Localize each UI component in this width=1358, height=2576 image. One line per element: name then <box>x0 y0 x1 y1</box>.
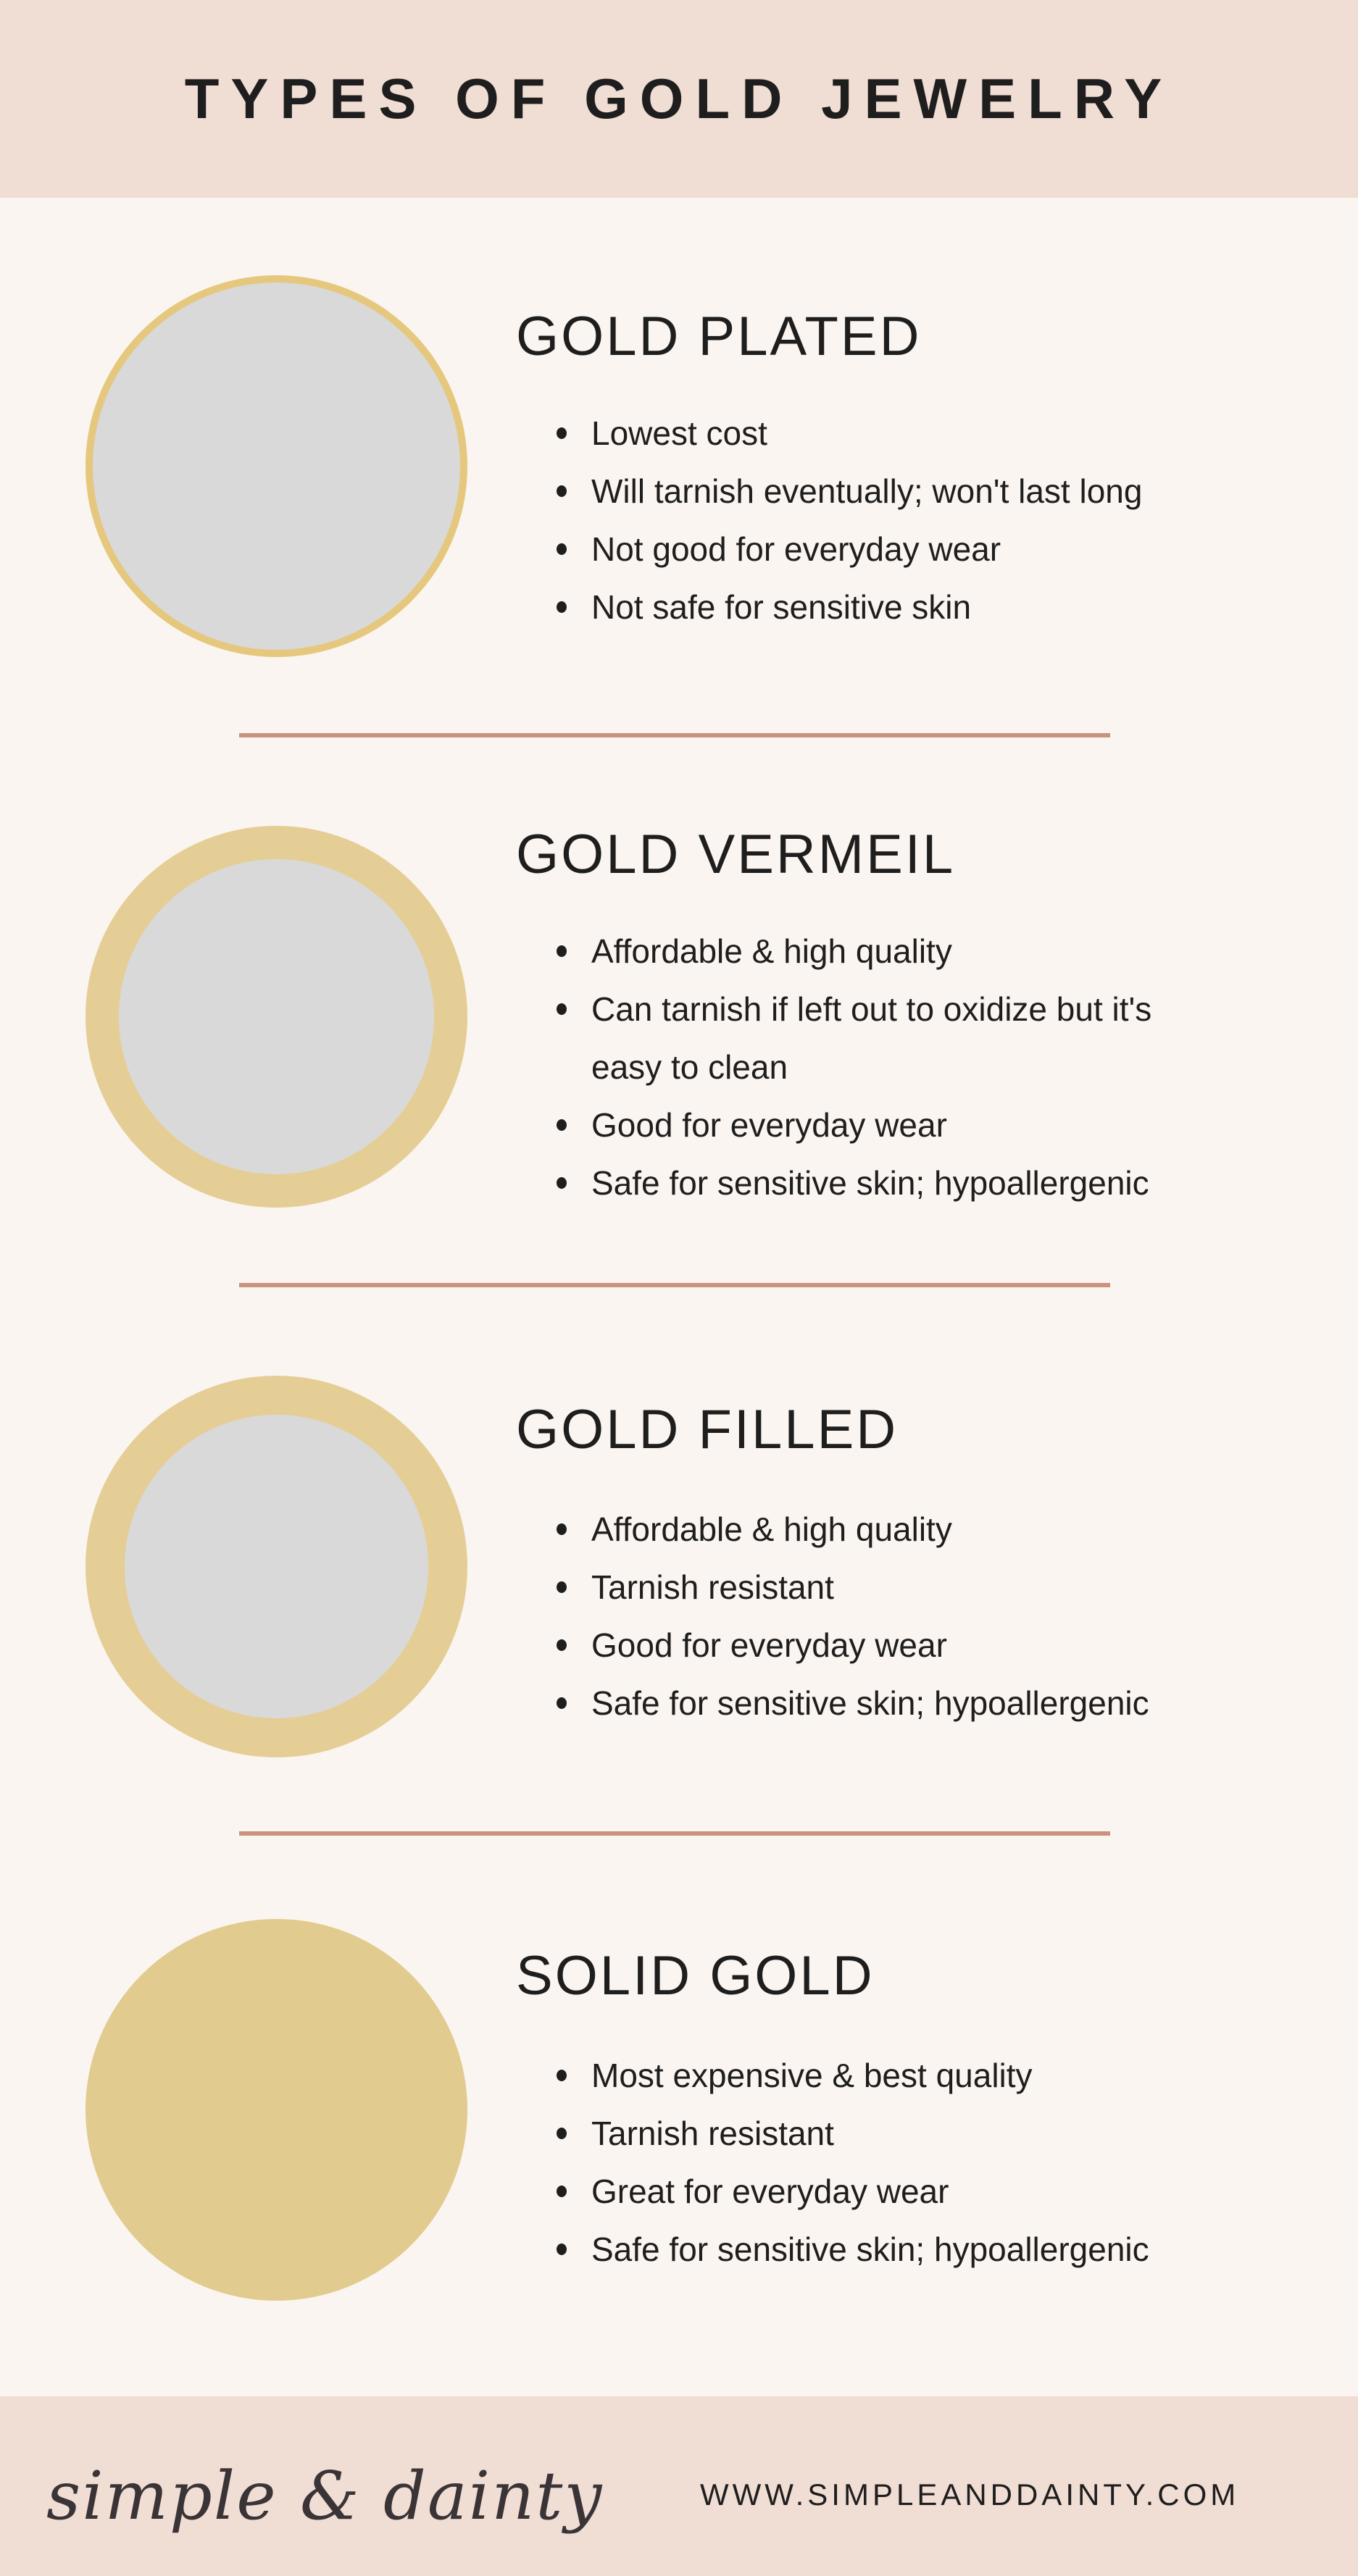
bullet-item: Safe for sensitive skin; hypoallergenic <box>516 2220 1212 2278</box>
bullet-item: Not safe for sensitive skin <box>516 578 1212 636</box>
bullet-item: Great for everyday wear <box>516 2162 1212 2220</box>
gold-filled-bullets <box>516 1500 1212 1732</box>
gold-plated-circle <box>86 275 467 657</box>
gold-filled-circle <box>86 1376 467 1757</box>
page-title: TYPES OF GOLD JEWELRY <box>184 67 1174 130</box>
gold-vermeil-bullets <box>516 922 1212 1212</box>
gold-plated-heading: GOLD PLATED <box>516 306 922 367</box>
bullet-item: Not good for everyday wear <box>516 520 1212 578</box>
gold-plated-bullets <box>516 404 1212 636</box>
section-divider <box>239 1283 1110 1287</box>
bullet-item: Most expensive & best quality <box>516 2046 1212 2104</box>
solid-gold-heading: SOLID GOLD <box>516 1945 875 2007</box>
section-divider <box>239 1831 1110 1836</box>
gold-vermeil-heading: GOLD VERMEIL <box>516 824 956 885</box>
bullet-item: Safe for sensitive skin; hypoallergenic <box>516 1154 1212 1212</box>
header-band <box>0 0 1358 198</box>
solid-gold-bullets <box>516 2046 1212 2278</box>
bullet-item: Affordable & high quality <box>516 1500 1212 1558</box>
bullet-item: Lowest cost <box>516 404 1212 462</box>
bullet-item: Affordable & high quality <box>516 922 1212 980</box>
gold-vermeil-circle <box>86 826 467 1208</box>
brand-logo: simple & dainty <box>46 2457 604 2535</box>
website-url: WWW.SIMPLEANDDAINTY.COM <box>700 2477 1240 2512</box>
bullet-item: Good for everyday wear <box>516 1096 1212 1154</box>
solid-gold-circle <box>86 1919 467 2301</box>
bullet-item: Tarnish resistant <box>516 2104 1212 2162</box>
section-divider <box>239 733 1110 737</box>
bullet-item: Will tarnish eventually; won't last long <box>516 462 1212 520</box>
bullet-item: Tarnish resistant <box>516 1558 1212 1616</box>
bullet-item: Can tarnish if left out to oxidize but it's easy to clean <box>516 980 1212 1096</box>
bullet-item: Good for everyday wear <box>516 1616 1212 1674</box>
bullet-item: Safe for sensitive skin; hypoallergenic <box>516 1674 1212 1732</box>
gold-filled-heading: GOLD FILLED <box>516 1399 899 1460</box>
